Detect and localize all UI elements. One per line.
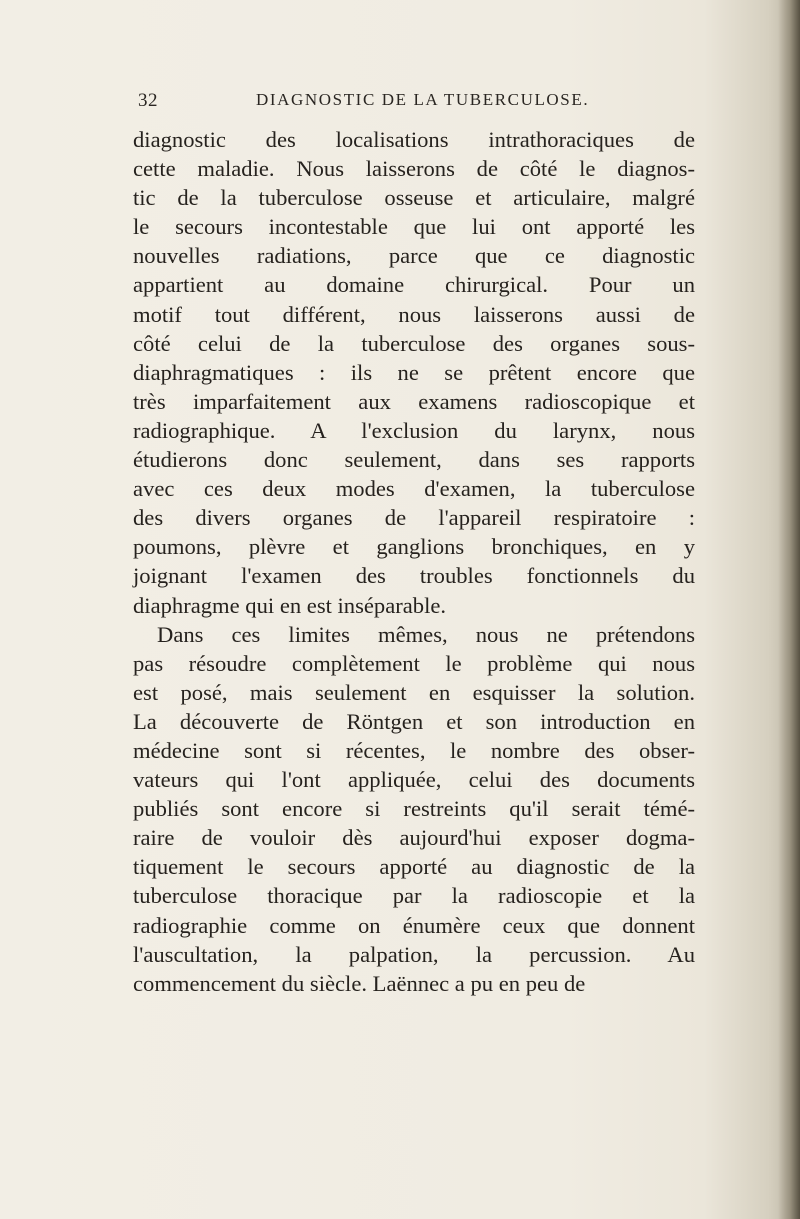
text-line: avec ces deux modes d'examen, la tuberculose	[133, 476, 695, 502]
text-line: très imparfaitement aux examens radioscopique et	[133, 388, 695, 414]
text-line: radiographique. A l'exclusion du larynx, nous	[133, 417, 695, 443]
text-line: poumons, plèvre et ganglions bronchiques, en y	[133, 534, 695, 560]
text-line: vateurs qui l'ont appliquée, celui des documents	[133, 767, 695, 793]
text-line: motif tout différent, nous laisserons aussi de	[133, 301, 695, 327]
body-text	[133, 125, 695, 998]
text-line: appartient au domaine chirurgical. Pour un	[133, 272, 695, 298]
text-line: joignant l'examen des troubles fonctionnels du	[133, 563, 695, 589]
text-line: tiquement le secours apporté au diagnostic de la	[133, 854, 695, 880]
text-line: diagnostic des localisations intrathoraciques de	[133, 127, 695, 152]
text-line: médecine sont si récentes, le nombre des obser-	[133, 737, 695, 763]
text-line: tic de la tuberculose osseuse et articulaire, malgré	[133, 185, 695, 211]
text-line: Dans ces limites mêmes, nous ne prétendons	[157, 621, 695, 647]
text-line: diaphragme qui en est inséparable.	[133, 592, 447, 618]
text-line: raire de vouloir dès aujourd'hui exposer dogma-	[133, 825, 695, 851]
running-head: DIAGNOSTIC DE LA TUBERCULOSE.	[256, 90, 590, 109]
text-line: des divers organes de l'appareil respiratoire :	[133, 505, 695, 531]
text-line: nouvelles radiations, parce que ce diagnostic	[133, 243, 695, 269]
page-header	[138, 90, 698, 116]
page-number: 32	[138, 90, 158, 111]
text-line: le secours incontestable que lui ont apporté les	[133, 214, 695, 240]
text-line: radiographie comme on énumère ceux que donnent	[133, 912, 695, 938]
page-edge-shadow	[778, 0, 800, 1219]
text-line: l'auscultation, la palpation, la percussion. Au	[133, 941, 695, 967]
text-line: tuberculose thoracique par la radioscopie et la	[133, 883, 695, 909]
text-line: côté celui de la tuberculose des organes sous-	[133, 330, 695, 356]
text-line: commencement du siècle. Laënnec a pu en peu de	[133, 970, 586, 996]
text-line: diaphragmatiques : ils ne se prêtent encore que	[133, 359, 695, 385]
text-line: pas résoudre complètement le problème qui nous	[133, 650, 695, 676]
text-line: étudierons donc seulement, dans ses rapports	[133, 447, 695, 473]
text-line: cette maladie. Nous laisserons de côté le diagnos-	[133, 156, 695, 182]
text-line: publiés sont encore si restreints qu'il serait témé-	[133, 796, 695, 822]
text-line: La découverte de Röntgen et son introduction en	[133, 708, 695, 734]
text-line: est posé, mais seulement en esquisser la solution.	[133, 679, 695, 705]
